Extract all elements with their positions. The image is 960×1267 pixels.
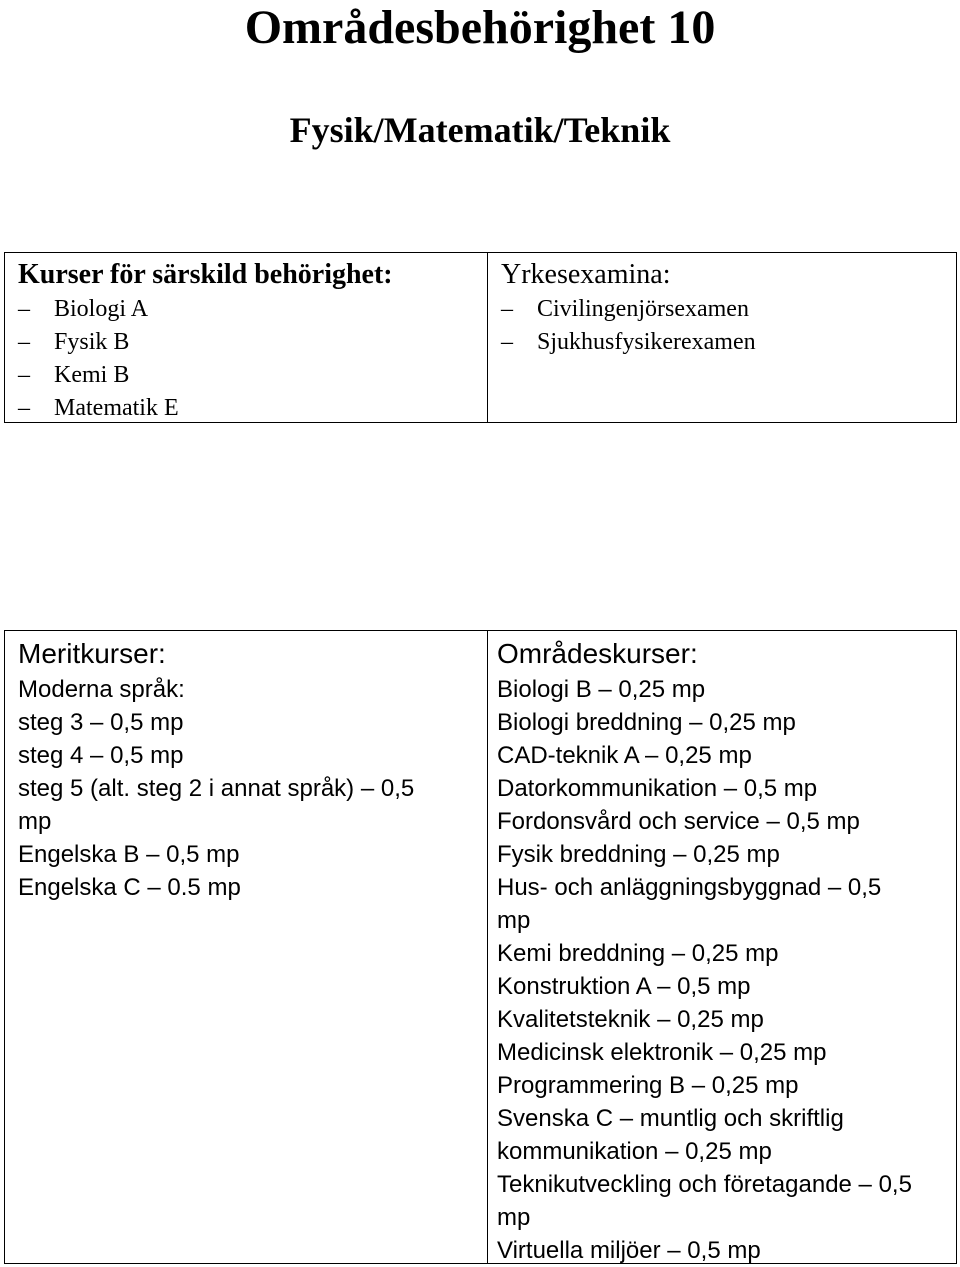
special-requirements-heading: Kurser för särskild behörighet:	[18, 259, 393, 290]
list-item: – Kemi B	[18, 359, 487, 392]
area-courses-heading: Områdeskurser:	[497, 638, 698, 669]
list-item: Kemi breddning – 0,25 mp	[497, 940, 779, 967]
page-subtitle: Fysik/Matematik/Teknik	[289, 110, 671, 150]
merit-courses-list	[18, 673, 448, 904]
list-item: Programmering B – 0,25 mp	[497, 1072, 799, 1099]
list-item: Biologi B – 0,25 mp	[497, 676, 706, 703]
list-item: Engelska B – 0,5 mp	[18, 841, 240, 868]
professional-degrees-list	[501, 293, 956, 359]
special-requirements-cell	[5, 253, 487, 422]
dash-marker: –	[18, 296, 30, 322]
dash-marker: –	[18, 329, 30, 355]
list-item: CAD-teknik A – 0,25 mp	[497, 742, 752, 769]
list-item: Kvalitetsteknik – 0,25 mp	[497, 1006, 764, 1033]
list-item: Moderna språk:	[18, 676, 185, 703]
area-courses-cell	[488, 631, 956, 1263]
dash-marker: –	[501, 296, 513, 322]
list-item: – Sjukhusfysikerexamen	[501, 326, 956, 359]
dash-marker: –	[18, 362, 30, 388]
list-item: Svenska C – muntlig och skriftlig kommunikation – 0,25 mp	[497, 1105, 844, 1165]
requirements-box	[4, 252, 957, 423]
list-item: Biologi breddning – 0,25 mp	[497, 709, 796, 736]
list-item: – Matematik E	[18, 392, 487, 425]
professional-degrees-heading: Yrkesexamina:	[501, 259, 671, 290]
list-item: Teknikutveckling och företagande – 0,5 mp	[497, 1171, 912, 1231]
list-item: Fysik breddning – 0,25 mp	[497, 841, 780, 868]
list-item: – Biologi A	[18, 293, 487, 326]
list-item: steg 5 (alt. steg 2 i annat språk) – 0,5 mp	[18, 775, 415, 835]
merit-courses-cell	[5, 631, 487, 1263]
special-requirements-list	[18, 293, 487, 425]
dash-marker: –	[18, 395, 30, 421]
list-item: Virtuella miljöer – 0,5 mp	[497, 1237, 761, 1264]
page-title: Områdesbehörighet 10	[244, 1, 716, 54]
dash-marker: –	[501, 329, 513, 355]
list-item: steg 3 – 0,5 mp	[18, 709, 184, 736]
courses-box	[4, 630, 957, 1264]
professional-degrees-cell	[488, 253, 956, 422]
list-item: steg 4 – 0,5 mp	[18, 742, 184, 769]
list-item: Fordonsvård och service – 0,5 mp	[497, 808, 860, 835]
list-item: Konstruktion A – 0,5 mp	[497, 973, 751, 1000]
list-item: Medicinsk elektronik – 0,25 mp	[497, 1039, 827, 1066]
list-item: Engelska C – 0.5 mp	[18, 874, 241, 901]
list-item: – Fysik B	[18, 326, 487, 359]
list-item: – Civilingenjörsexamen	[501, 293, 956, 326]
merit-courses-heading: Meritkurser:	[18, 638, 166, 669]
area-courses-list	[497, 673, 917, 1267]
list-item: Datorkommunikation – 0,5 mp	[497, 775, 818, 802]
list-item: Hus- och anläggningsbyggnad – 0,5 mp	[497, 874, 882, 934]
